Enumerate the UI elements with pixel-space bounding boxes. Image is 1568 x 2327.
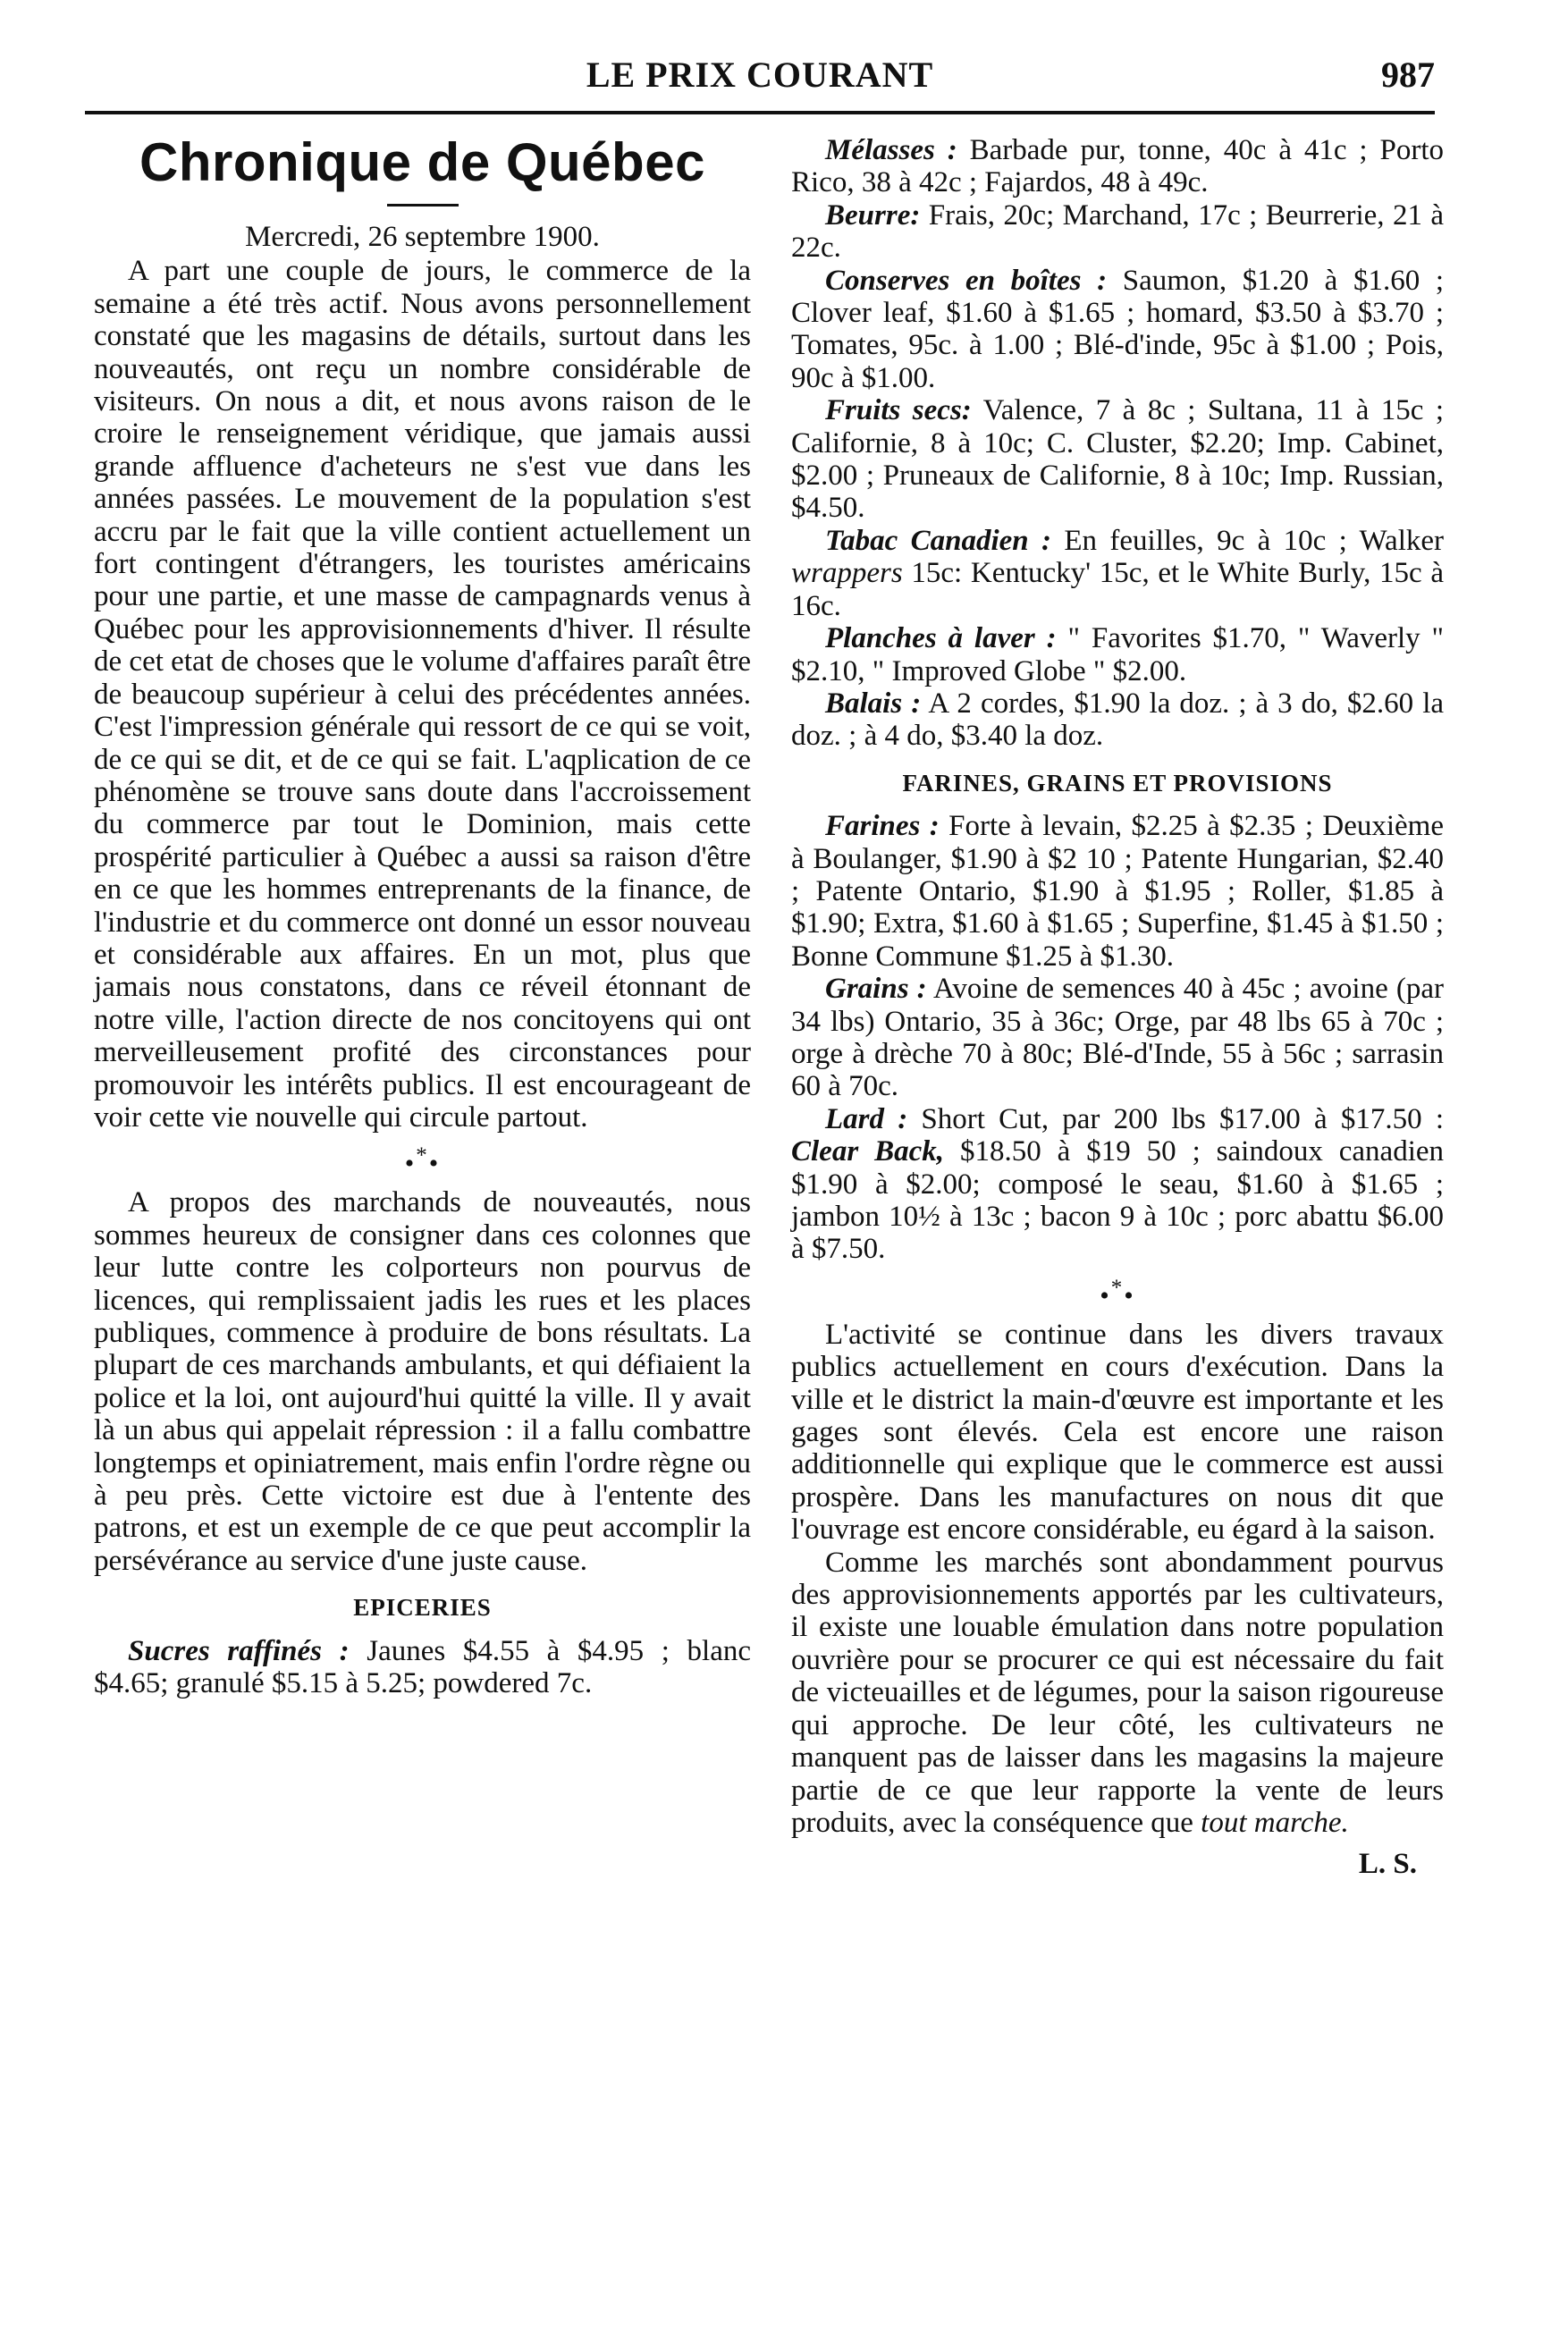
planches-label: Planches à laver : bbox=[825, 622, 1057, 655]
left-column bbox=[94, 134, 751, 1699]
heading-epiceries: EPICERIES bbox=[353, 1594, 492, 1622]
tabac-text-2: 15c: Kentucky' 15c, et le White Burly, 15c à 16c. bbox=[791, 557, 1445, 622]
price-entry-fruits bbox=[791, 394, 1444, 525]
lard-text-2: $18.50 à $19 50 ; saindoux canadien $1.90 à $2.00; composé le seau, $1.60 à $1.65 ; jambon 10½ à 13c ; bacon 9 à 10c ; porc abattu $6.00 à $7.50. bbox=[791, 1135, 1445, 1266]
fruits-label: Fruits secs: bbox=[825, 394, 972, 427]
sucres-label: Sucres raffinés : bbox=[128, 1634, 350, 1667]
melasses-text: Barbade pur, tonne, 40c à 41c ; Porto Rico, 38 à 42c ; Fajardos, 48 à 49c. bbox=[791, 134, 1445, 199]
paragraph-3: L'activité se continue dans les divers travaux publics actuellement en cours d'exécution. Dans la ville et le district la main-d'œuvre est importante et les gages sont élevés. Cela est encore une raison additionnelle qui explique que le commerce est aussi prospère. Dans les manufactures on nous dit que l'ouvrage est encore considérable, eu égard à la saison. bbox=[791, 1318, 1444, 1547]
lard-text-1: Short Cut, par 200 lbs $17.00 à $17.50 : bbox=[921, 1102, 1444, 1135]
running-header bbox=[85, 54, 1435, 100]
price-entry-sucres bbox=[94, 1635, 751, 1700]
price-entry-beurre bbox=[791, 199, 1444, 265]
lard-clear-back: Clear Back, bbox=[791, 1135, 945, 1168]
beurre-label: Beurre: bbox=[825, 198, 921, 232]
tabac-text-1: En feuilles, 9c à 10c ; Walker bbox=[1064, 524, 1445, 557]
paragraph-4-emphasis: tout marche. bbox=[1201, 1806, 1349, 1839]
conserves-text: Saumon, $1.20 à $1.60 ; Clover leaf, $1.60 à $1.65 ; homard, $3.50 à $3.70 ; Tomates, 95c. à 1.00 ; Blé-d'inde, 95c à $1.00 ; Pois, 90c à $1.00. bbox=[791, 264, 1445, 394]
price-entry-grains bbox=[791, 973, 1444, 1103]
paragraph-4-text: Comme les marchés sont abondamment pourvus des approvisionnements apportés par les cultivateurs, il existe une louable émulation dans notre population ouvrière pour se procurer ce qui est nécessaire du fait de victeuailles et de légumes, pour la saison rigoureuse qui approche. De leur côté, les cultivateurs ne manquent pas de laisser dans les magasins la majeure partie de ce que leur rapporte la vente de leurs produits, avec la conséquence que bbox=[791, 1546, 1444, 1839]
price-entry-balais bbox=[791, 687, 1444, 753]
price-entry-planches bbox=[791, 622, 1444, 687]
title-rule bbox=[387, 204, 459, 207]
price-entry-tabac bbox=[791, 525, 1444, 622]
paragraph-1: A part une couple de jours, le commerce de la semaine a été très actif. Nous avons personnellement constaté que les magasins de détails, surtout dans les nouveautés, ont reçu un nombre considérable de visiteurs. On nous a dit, et nous avons raison de le croire le renseignement véridique, que jamais aussi grande affluence d'acheteurs ne s'est vue dans les années passées. Le mouvement de la population s'est accru par le fait que la ville contient actuellement un fort contingent d'étrangers, les touristes américains pour une partie, et une masse de campagnards venus à Québec pour les approvisionnements d'hiver. Il résulte de cet etat de choses que le volume d'affaires paraît être de beaucoup supérieur à celui des précédentes années. C'est l'impression générale qui ressort de ce qui se voit, de ce qui se dit, et de ce qui se fait. L'aqplication de ce phénomène se trouve sans doute dans l'accroissement du commerce par tout le Dominion, mais cette prospérité particulier à Québec a aussi sa raison d'être en ce que les hommes entreprenants de la finance, de l'industrie et du commerce ont donné un essor nouveau et considérable aux affaires. En un mot, plus que jamais nous constatons, dans ce réveil étonnant de notre ville, l'action directe de nos concitoyens qui ont merveilleusement profité des circonstances pour promouvoir les intérêts publics. Il est encourageant de voir cette vie nouvelle qui circule partout. bbox=[94, 255, 751, 1134]
dateline: Mercredi, 26 septembre 1900. bbox=[245, 221, 600, 253]
conserves-label: Conserves en boîtes : bbox=[825, 264, 1108, 297]
lard-label: Lard : bbox=[825, 1102, 908, 1135]
dinkus-asterisk-2: * bbox=[1110, 1275, 1125, 1300]
right-column bbox=[791, 134, 1444, 1881]
section-break-dinkus: •*• bbox=[404, 1143, 441, 1179]
page-number: 987 bbox=[1381, 55, 1435, 95]
farines-label: Farines : bbox=[825, 810, 940, 843]
heading-farines: FARINES, GRAINS ET PROVISIONS bbox=[902, 769, 1333, 797]
beurre-text: Frais, 20c; Marchand, 17c ; Beurrerie, 21 à 22c. bbox=[791, 198, 1445, 265]
dinkus-asterisk: * bbox=[416, 1143, 429, 1168]
fruits-text: Valence, 7 à 8c ; Sultana, 11 à 15c ; Californie, 8 à 10c; C. Cluster, $2.20; Imp. Cabinet, $2.00 ; Pruneaux de Californie, 8 à 10c; Imp. Russian, $4.50. bbox=[791, 394, 1444, 525]
tabac-label: Tabac Canadien : bbox=[825, 524, 1052, 557]
grains-text: Avoine de semences 40 à 45c ; avoine (par 34 lbs) Ontario, 35 à 36c; Orge, par 48 lbs 65 à 70c ; orge à drèche 70 à 80c; Blé-d'Inde, 55 à 56c ; sarrasin 60 à 70c. bbox=[791, 973, 1444, 1103]
grains-label: Grains : bbox=[825, 973, 927, 1006]
header-rule bbox=[85, 111, 1435, 114]
journal-name: LE PRIX COURANT bbox=[586, 55, 934, 95]
author-signature: L. S. bbox=[1358, 1848, 1417, 1881]
section-break-dinkus-2: •*• bbox=[1100, 1275, 1135, 1311]
article-title: Chronique de Québec bbox=[139, 132, 705, 192]
sucres-text: Jaunes $4.55 à $4.95 ; blanc $4.65; granulé $5.15 à 5.25; powdered 7c. bbox=[94, 1634, 751, 1700]
price-entry-farines bbox=[791, 810, 1444, 973]
price-entry-conserves bbox=[791, 265, 1444, 395]
planches-text: " Favorites $1.70, " Waverly " $2.10, " Improved Globe " $2.00. bbox=[791, 622, 1444, 687]
paragraph-4 bbox=[791, 1547, 1444, 1840]
paragraph-2: A propos des marchands de nouveautés, nous sommes heureux de consigner dans ces colonnes que leur lutte contre les colporteurs non pourvus de licences, qui remplissaient jadis les rues et les places publiques, commence à produire de bons résultats. La plupart de ces marchands ambulants, et qui défiaient la police et la loi, ont aujourd'hui quitté la ville. Il y avait là un abus qui appelait répression : il a fallu combattre longtemps et opiniatrement, mais enfin l'ordre règne ou à peu près. Cette victoire est due à l'entente des patrons, et est un exemple de ce que peut accomplir la persévérance au service d'une juste cause. bbox=[94, 1186, 751, 1577]
price-entry-melasses bbox=[791, 134, 1444, 199]
melasses-label: Mélasses : bbox=[825, 134, 957, 166]
tabac-wrappers: wrappers bbox=[791, 557, 903, 590]
price-entry-lard bbox=[791, 1103, 1444, 1266]
balais-text: A 2 cordes, $1.90 la doz. ; à 3 do, $2.60 la doz. ; à 4 do, $3.40 la doz. bbox=[791, 687, 1445, 753]
farines-text: Forte à levain, $2.25 à $2.35 ; Deuxième à Boulanger, $1.90 à $2 10 ; Patente Hungarian, $2.40 ; Patente Ontario, $1.90 à $1.95 ; Roller, $1.85 à $1.90; Extra, $1.60 à $1.65 ; Superfine, $1.45 à $1.50 ; Bonne Commune $1.25 à $1.30. bbox=[791, 810, 1444, 973]
balais-label: Balais : bbox=[825, 687, 922, 720]
